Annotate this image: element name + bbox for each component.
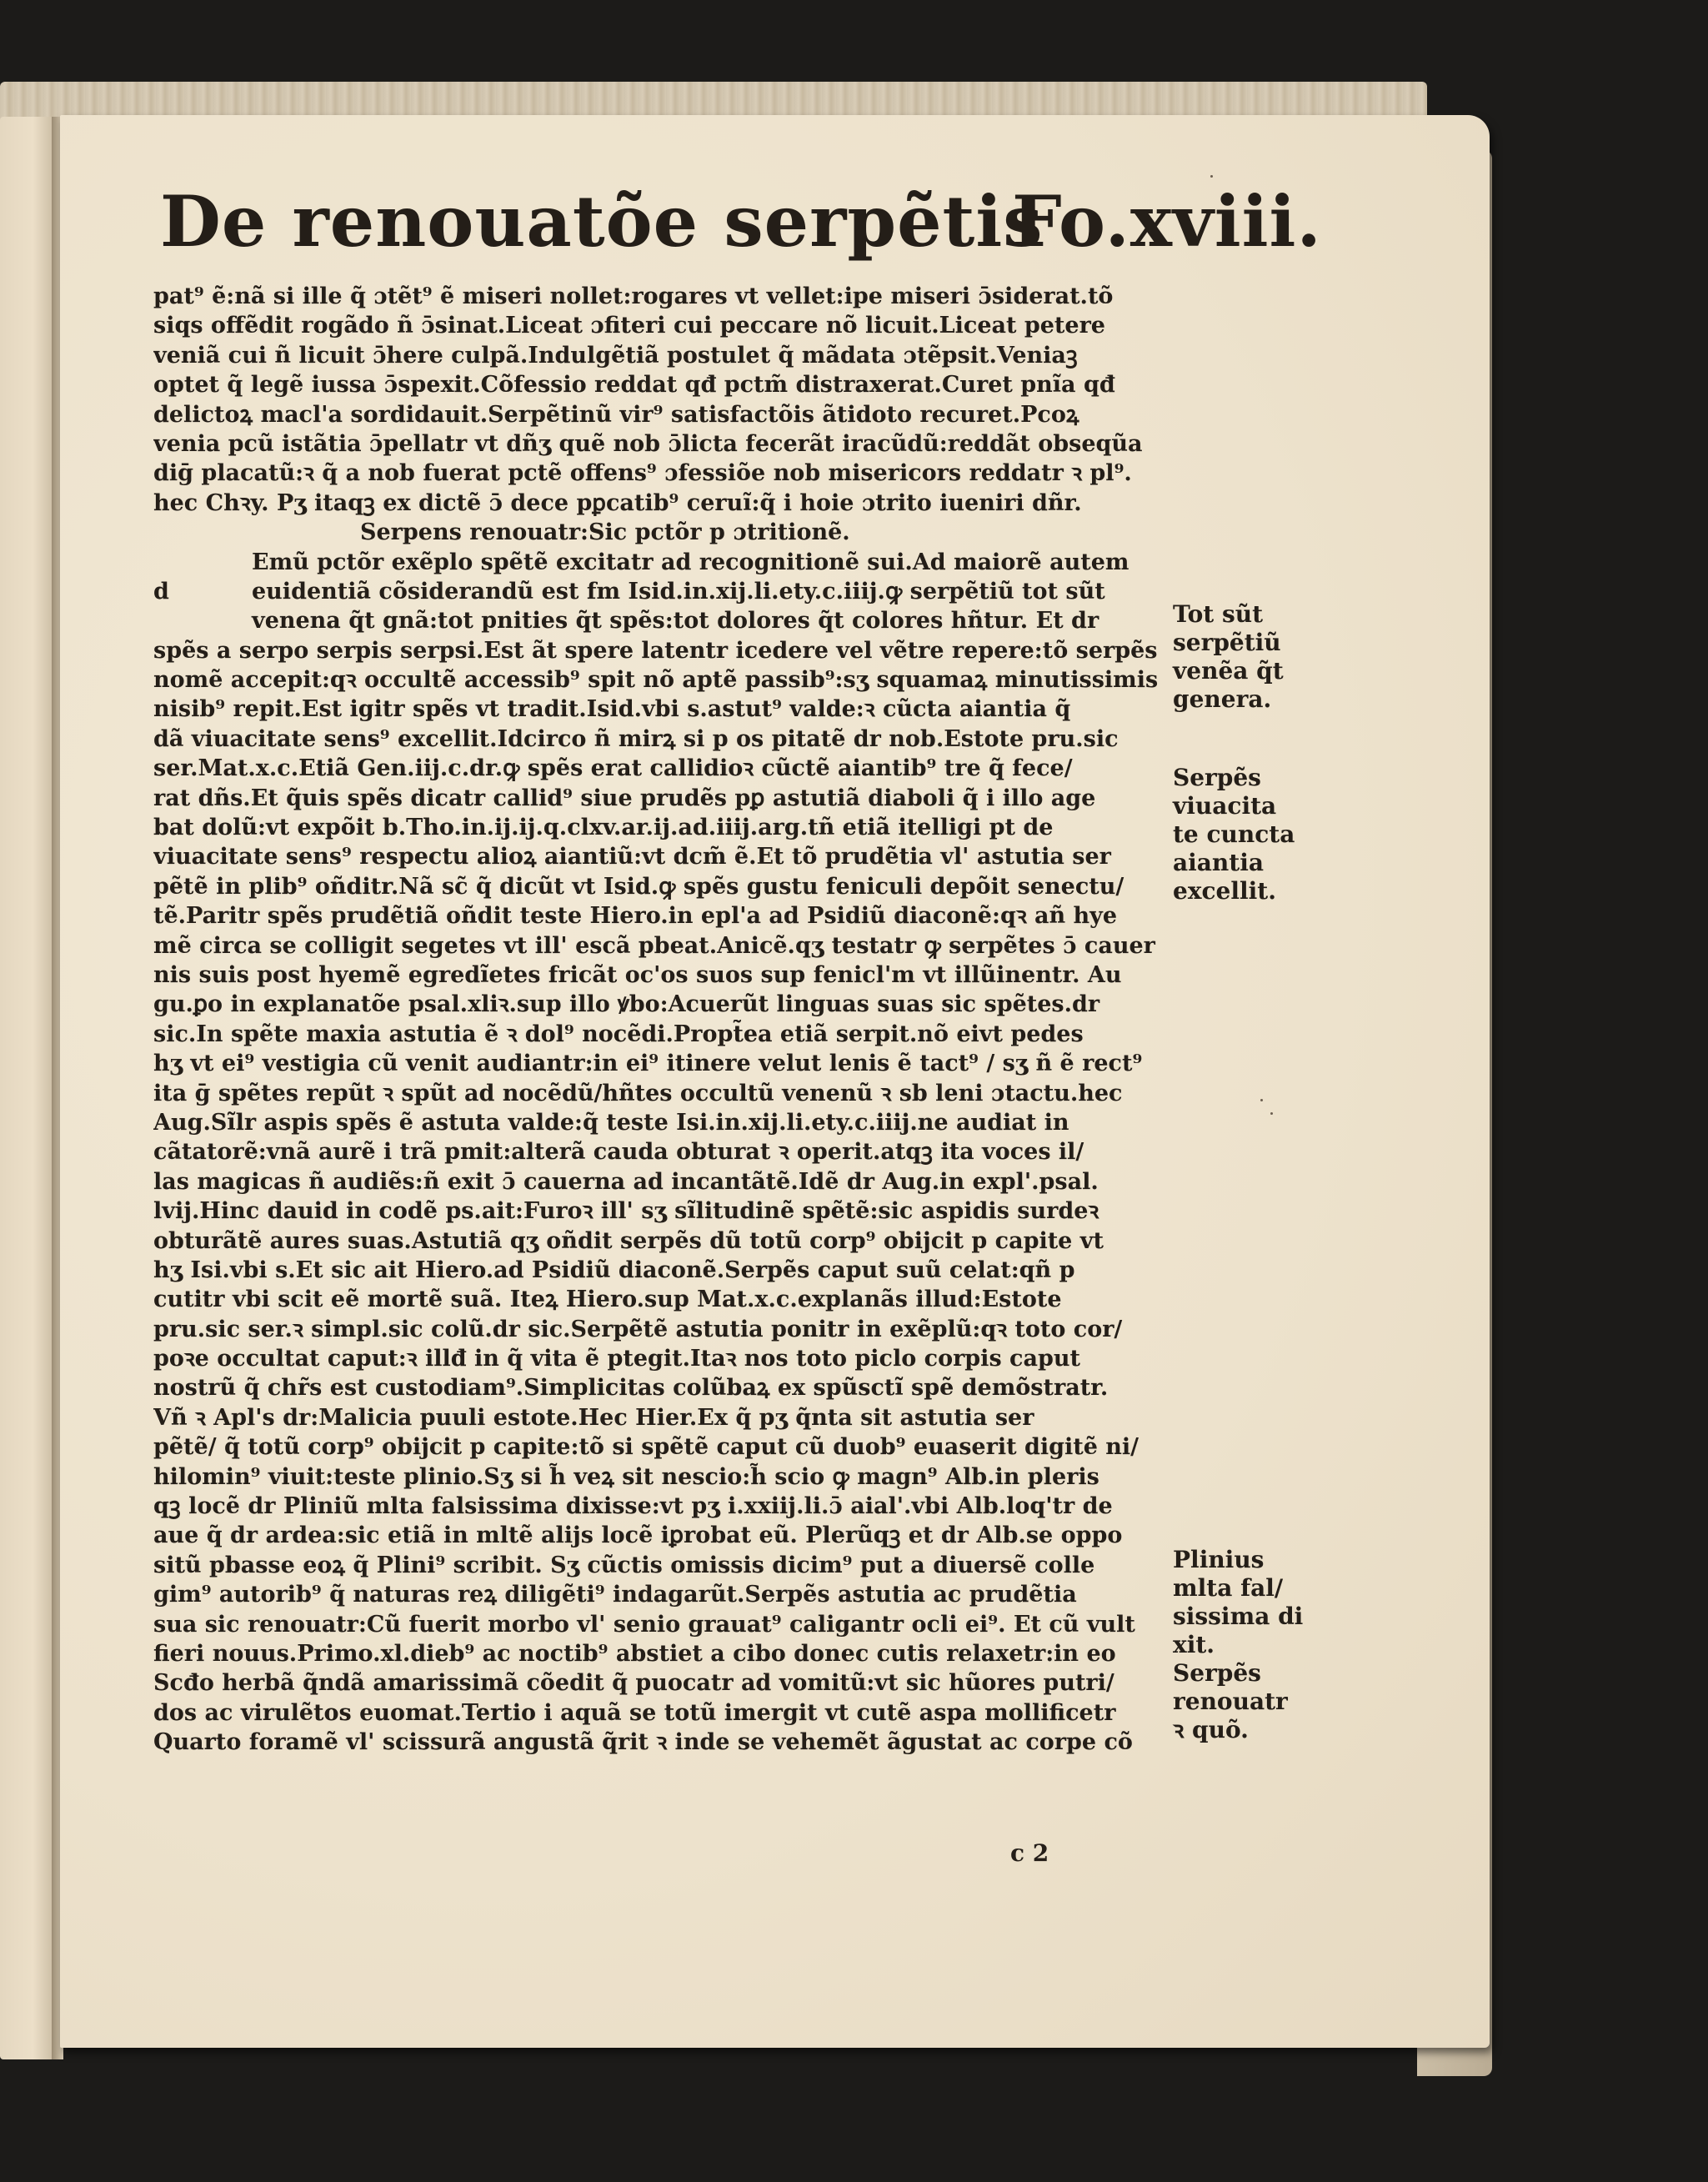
marginal-note-line: Serpẽs	[1173, 764, 1261, 791]
text-line: cãtatorẽ:vnã aurẽ i trã pmit:alterã cauda obturat ꝛ operit.atqꝫ ita voces il/	[153, 1139, 1084, 1166]
book-page	[60, 115, 1490, 2048]
text-line-with-marker	[153, 577, 1233, 606]
text-line: fieri nouus.Primo.xl.dieb⁹ ac noctib⁹ abstiet a cibo donec cutis relaxetr:in eo	[153, 1640, 1116, 1667]
text-line: diḡ placatũ:ꝛ q̃ a nob fuerat pctẽ offens⁹ ɔfessiõe nob misericors reddatr ꝛ pl⁹.	[153, 460, 1132, 487]
marginal-note-pliny	[1173, 1546, 1348, 1744]
text-line: nisib⁹ repit.Est igitr spẽs vt tradit.Isid.vbi s.astut⁹ valde:ꝛ cũcta aiantia q̃	[153, 696, 1071, 723]
signature-mark: c 2	[1010, 1839, 1049, 1867]
marginal-note-venom	[1173, 600, 1348, 714]
text-line: viuacitate sens⁹ respectu alioꝝ aiantiũ:vt dcm̃ ẽ.Et tõ prudẽtia vl' astutia ser	[153, 844, 1111, 870]
text-line: bat dolũ:vt expõit b.Tho.in.ij.ij.q.clxv.ar.ij.ad.iiij.arg.tñ etiã itelligi pt de	[153, 815, 1054, 841]
marginal-note-line: renouatr	[1173, 1688, 1288, 1715]
paper-speck	[1210, 175, 1213, 178]
section-heading: Serpens renouatr:Sic pctõr p ɔtritionẽ.	[360, 519, 850, 546]
marginal-note-line: excellit.	[1173, 877, 1276, 905]
running-title: De renouatõe serpẽtis	[160, 180, 1044, 263]
text-line: pẽtẽ in plib⁹ oñditr.Nã sc̃ q̃ dicũt vt Isid.ꝙ spẽs gustu feniculi depõit senectu/	[153, 873, 1124, 900]
marginal-note-line: xit.	[1173, 1631, 1215, 1658]
text-line: cutitr vbi scit eẽ mortẽ suã. Iteꝝ Hiero.sup Mat.x.c.explanãs illud:Estote	[153, 1287, 1062, 1313]
text-line: obturãtẽ aures suas.Astutiã qʒ oñdit serpẽs dũ totũ corp⁹ obijcit p capite vt	[153, 1227, 1104, 1254]
text-line: Quarto foramẽ vl' scissurã angustã q̃rit ꝛ inde se vehemẽt ãgustat ac corpe cõ	[153, 1729, 1133, 1756]
text-line: sua sic renouatr:Cũ fuerit morbo vl' senio grauat⁹ caligantr ocli ei⁹. Et cũ vult	[153, 1611, 1135, 1638]
main-text-column	[153, 282, 1233, 1758]
marginal-note-line: Serpẽs	[1173, 1659, 1261, 1687]
paper-speck	[1270, 1112, 1273, 1115]
marginal-note-line: Tot sũt	[1173, 600, 1264, 628]
text-line: poꝛe occultat caput:ꝛ illđ in q̃ vita ẽ ptegit.Itaꝛ nos toto piclo corpis caput	[153, 1346, 1080, 1372]
text-line: sitũ pbasse eoꝝ q̃ Plini⁹ scribit. Sʒ cũctis omissis dicim⁹ put a diuersẽ colle	[153, 1552, 1095, 1578]
text-line: Emũ pctõr exẽplo spẽtẽ excitatr ad recognitionẽ sui.Ad maiorẽ autem	[252, 549, 1129, 575]
text-line: spẽs a serpo serpis serpsi.Est ãt spere latentr icedere vel vẽtre repere:tõ serpẽs	[153, 637, 1158, 664]
marginal-note-line: venẽa q̃t	[1173, 657, 1284, 685]
text-line: venena q̃t gnã:tot pnities q̃t spẽs:tot dolores q̃t colores hñtur. Et dr	[252, 608, 1099, 635]
marginal-note-vivacity	[1173, 764, 1348, 905]
text-line: las magicas ñ audiẽs:ñ exit ɔ̄ cauerna ad incantãtẽ.Idẽ dr Aug.in expl'.psal.	[153, 1168, 1099, 1195]
text-line: aue q̃ dr ardea:sic etiã in mltẽ alijs locẽ iꝑrobat eũ. Plerũqꝫ et dr Alb.se oppo	[153, 1522, 1123, 1549]
marginal-note-line: Plinius	[1173, 1546, 1265, 1573]
text-line-content: euidentiã cõsiderandũ est fm Isid.in.xij.li.ety.c.iiij.ꝙ serpẽtiũ tot sũt	[252, 578, 1105, 604]
text-line: pat⁹ ẽ:nã si ille q̃ ɔtẽt⁹ ẽ miseri nollet:rogares vt vellet:ipe miseri ɔ̄siderat.tõ	[153, 283, 1114, 309]
text-line: siqs offẽdit rogãdo ñ ɔ̄sinat.Liceat ɔfiteri cui peccare nõ licuit.Liceat petere	[153, 313, 1105, 339]
text-line: hʒ Isi.vbi s.Et sic ait Hiero.ad Psidiũ diaconẽ.Serpẽs caput suũ celat:qñ p	[153, 1257, 1075, 1283]
text-line: ser.Mat.x.c.Etiã Gen.iij.c.dr.ꝙ spẽs erat callidioꝛ cũctẽ aiantib⁹ tre q̃ fece/	[153, 755, 1073, 782]
marginal-note-line: sissima di	[1173, 1603, 1304, 1630]
marginal-note-line: serpẽtiũ	[1173, 629, 1281, 656]
text-line: lvij.Hinc dauid in codẽ ps.ait:Furoꝛ ill' sʒ sĩlitudinẽ spẽtẽ:sic aspidis surdeꝛ	[153, 1198, 1099, 1225]
marginal-note-line: aiantia	[1173, 849, 1264, 876]
text-line: venia pcũ istãtia ɔ̄pellatr vt dñʒ quẽ nob ɔ̄licta fecerãt iracũdũ:reddãt obseqũa	[153, 430, 1143, 457]
text-line: pẽtẽ/ q̃ totũ corp⁹ obijcit p capite:tõ si spẽtẽ caput cũ duob⁹ euaserit digitẽ ni/	[153, 1434, 1140, 1461]
text-line: rat dñs.Et q̃uis spẽs dicatr callid⁹ siue prudẽs pꝑ astutiã diaboli q̃ i illo age	[153, 785, 1096, 811]
text-line: gu.ꝑo in explanatõe psal.xliꝛ.sup illo ꝟbo:Acuerũt linguas suas sic spẽtes.dr	[153, 991, 1100, 1018]
marginal-note-line: mlta fal/	[1173, 1574, 1284, 1602]
text-line: mẽ circa se colligit segetes vt ill' escã pbeat.Anicẽ.qʒ testatr ꝙ serpẽtes ɔ̄ cauer	[153, 932, 1155, 959]
text-line: hʒ vt ei⁹ vestigia cũ venit audiantr:in ei⁹ itinere velut lenis ẽ tact⁹ / sʒ ñ ẽ rect⁹	[153, 1051, 1143, 1077]
page-header	[160, 175, 1360, 268]
text-line: tẽ.Paritr spẽs prudẽtiã oñdit teste Hiero.in epl'a ad Psidiũ diaconẽ:qꝛ añ hye	[153, 903, 1118, 930]
paper-speck	[1260, 1099, 1263, 1101]
text-line: ita ḡ spẽtes repũt ꝛ spũt ad nocẽdũ/hñtes occultũ venenũ ꝛ sb leni ɔtactu.hec	[153, 1080, 1123, 1106]
text-line: nis suis post hyemẽ egredĩetes fricãt oc'os suos sup fenicl'm vt illũinentr. Au	[153, 961, 1122, 988]
text-line: hec Chꝛy. Pʒ itaqꝫ ex dictẽ ɔ̄ dece pꝑcatib⁹ ceruĩ:q̃ i hoie ɔtrito iueniri dñr.	[153, 489, 1082, 516]
text-line: gim⁹ autorib⁹ q̃ naturas reꝝ diligẽti⁹ indagarũt.Serpẽs astutia ac prudẽtia	[153, 1582, 1077, 1608]
text-line: delictoꝝ macl'a sordidauit.Serpẽtinũ vir⁹ satisfactõis ãtidoto recuret.Pcoꝝ	[153, 401, 1079, 428]
left-facing-page	[0, 117, 55, 2059]
text-line: Scđo herbã q̃ndã amarissimã cõedit q̃ puocatr ad vomitũ:vt sic hũores putri/	[153, 1670, 1114, 1697]
text-line: Aug.Sĩlr aspis spẽs ẽ astuta valde:q̃ teste Isi.in.xij.li.ety.c.iiij.ne audiat in	[153, 1109, 1069, 1136]
text-line: hilomin⁹ viuit:teste plinio.Sʒ si h̃ veꝝ sit nescio:h̃ scio ꝙ magn⁹ Alb.in pleris	[153, 1463, 1099, 1490]
margin-marker: d	[153, 578, 169, 604]
text-line: optet q̃ legẽ iussa ɔ̄spexit.Cõfessio reddat qđ pctm̃ distraxerat.Curet pnĩa qđ	[153, 372, 1115, 399]
text-line: Vñ ꝛ Apl's dr:Malicia puuli estote.Hec Hier.Ex q̃ pʒ q̃nta sit astutia ser	[153, 1404, 1034, 1431]
marginal-note-line: te cuncta	[1173, 820, 1295, 848]
text-line: nomẽ accepit:qꝛ occultẽ accessib⁹ spit nõ aptẽ passib⁹:sʒ squamaꝝ minutissimis	[153, 667, 1159, 694]
text-line: dos ac virulẽtos euomat.Tertio i aquã se totũ imergit vt cutẽ aspa mollificetr	[153, 1699, 1116, 1726]
text-line: veniã cui ñ licuit ɔ̄here culpã.Indulgẽtiã postulet q̃ mãdata ɔtẽpsit.Veniaꝫ	[153, 342, 1078, 369]
marginal-note-line: ꝛ quõ.	[1173, 1716, 1249, 1743]
marginal-note-line: genera.	[1173, 685, 1272, 713]
text-line: nostrũ q̃ chr̃s est custodiam⁹.Simplicitas colũbaꝝ ex spũsctĩ spẽ demõstratr.	[153, 1375, 1109, 1402]
folio-number: Fo.xviii.	[1012, 180, 1322, 263]
text-line: pru.sic ser.ꝛ simpl.sic colũ.dr sic.Serpẽtẽ astutia ponitr in exẽplũ:qꝛ toto cor/	[153, 1316, 1123, 1342]
marginal-note-line: viuacita	[1173, 792, 1277, 820]
text-line: dã viuacitate sens⁹ excellit.Idcirco ñ mirꝝ si p os pitatẽ dr nob.Estote pru.sic	[153, 725, 1119, 752]
text-line: qꝫ locẽ dr Pliniũ mlta falsissima dixisse:vt pʒ i.xxiij.li.ɔ̄ aial'.vbi Alb.loq'tr de	[153, 1493, 1113, 1520]
text-line: sic.In spẽte maxia astutia ẽ ꝛ dol⁹ nocẽdi.Propt̃ea etiã serpit.nõ eivt pedes	[153, 1021, 1084, 1047]
